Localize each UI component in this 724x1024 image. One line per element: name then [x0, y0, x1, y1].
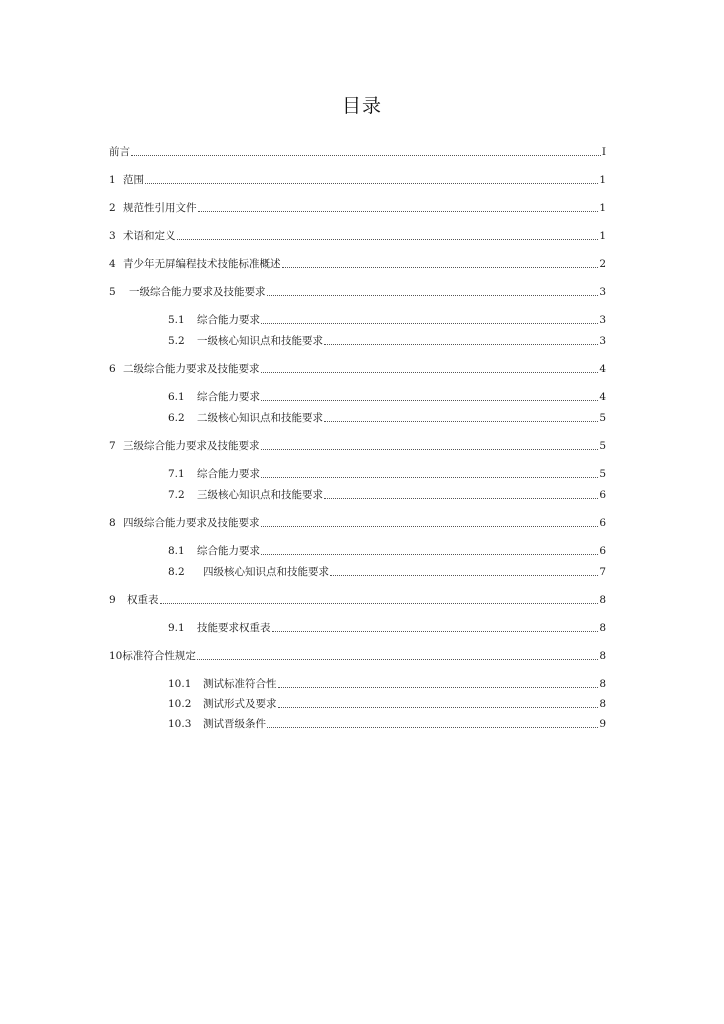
toc-entry-label: 测试晋级条件 — [203, 718, 266, 730]
toc-entry-number: 6.2 — [168, 412, 185, 424]
toc-leader-dots — [261, 400, 598, 401]
toc-entry-label: 标准符合性规定 — [122, 650, 196, 662]
toc-entry[interactable] — [109, 257, 606, 271]
toc-entry[interactable] — [168, 544, 606, 558]
toc-leader-dots — [324, 421, 598, 422]
toc-entry[interactable] — [168, 697, 606, 711]
toc-entry[interactable] — [109, 285, 606, 299]
toc-entry-number: 5.1 — [168, 314, 185, 326]
toc-entry-page: 4 — [599, 391, 606, 403]
toc-entry-label: 二级综合能力要求及技能要求 — [123, 363, 260, 375]
toc-entry-number: 8 — [109, 517, 116, 529]
toc-entry-page: 7 — [599, 566, 606, 578]
toc-entry-label: 权重表 — [127, 594, 159, 606]
toc-entry-label: 范围 — [123, 174, 144, 186]
toc-entry-number: 10.2 — [168, 698, 192, 710]
toc-entry-label: 技能要求权重表 — [197, 622, 271, 634]
toc-entry-number: 2 — [109, 202, 116, 214]
toc-leader-dots — [267, 727, 598, 728]
toc-leader-dots — [282, 267, 599, 268]
toc-leader-dots — [261, 554, 598, 555]
toc-entry-number: 10.3 — [168, 718, 192, 730]
toc-entry-page: 8 — [599, 622, 606, 634]
toc-leader-dots — [261, 477, 598, 478]
toc-entry-number: 7.1 — [168, 468, 185, 480]
toc-entry-page: 5 — [599, 440, 606, 452]
toc-leader-dots — [278, 707, 599, 708]
toc-entry-label: 四级综合能力要求及技能要求 — [123, 517, 260, 529]
toc-entry-number: 8.1 — [168, 545, 185, 557]
toc-entry-label: 青少年无屏编程技术技能标准概述 — [123, 258, 281, 270]
toc-entry-page: 3 — [599, 314, 606, 326]
toc-entry[interactable] — [109, 439, 606, 453]
toc-entry[interactable] — [168, 313, 606, 327]
toc-entry[interactable] — [168, 390, 606, 404]
toc-entry-page: 9 — [599, 718, 606, 730]
toc-entry-label: 三级综合能力要求及技能要求 — [123, 440, 260, 452]
toc-entry[interactable] — [109, 201, 606, 215]
toc-entry-label: 综合能力要求 — [197, 314, 260, 326]
toc-entry[interactable] — [109, 516, 606, 530]
toc-entry-page: 1 — [599, 230, 606, 242]
toc-leader-dots — [197, 659, 598, 660]
toc-leader-dots — [261, 526, 599, 527]
toc-entry-page: 4 — [599, 363, 606, 375]
toc-entry-label: 综合能力要求 — [197, 391, 260, 403]
toc-entry[interactable] — [109, 173, 606, 187]
toc-entry-number: 6 — [109, 363, 116, 375]
toc-entry-page: 1 — [599, 174, 606, 186]
toc-leader-dots — [272, 631, 599, 632]
toc-entry[interactable] — [109, 649, 606, 663]
toc-entry-label: 前言 — [109, 146, 130, 158]
toc-entry-number: 1 — [109, 174, 116, 186]
toc-entry-number: 3 — [109, 230, 116, 242]
toc-entry-number: 7.2 — [168, 489, 185, 501]
toc-entry-page: 2 — [599, 258, 606, 270]
toc-entry-page: I — [601, 146, 606, 158]
toc-leader-dots — [324, 498, 598, 499]
toc-entry[interactable] — [168, 411, 606, 425]
toc-entry-number: 5 — [109, 286, 116, 298]
toc-leader-dots — [278, 687, 599, 688]
toc-leader-dots — [324, 344, 598, 345]
toc-entry-label: 综合能力要求 — [197, 468, 260, 480]
toc-entry-label: 一级核心知识点和技能要求 — [197, 335, 323, 347]
toc-entry-page: 6 — [599, 517, 606, 529]
toc-entry-number: 5.2 — [168, 335, 185, 347]
toc-entry[interactable] — [109, 362, 606, 376]
toc-entry-page: 1 — [599, 202, 606, 214]
toc-entry[interactable] — [168, 717, 606, 731]
toc-entry-number: 10.1 — [168, 678, 192, 690]
toc-entry-number: 9 — [109, 594, 116, 606]
toc-entry-label: 测试形式及要求 — [203, 698, 277, 710]
toc-entry[interactable] — [168, 488, 606, 502]
toc-leader-dots — [177, 239, 599, 240]
toc-entry-label: 二级核心知识点和技能要求 — [197, 412, 323, 424]
toc-entry-label: 术语和定义 — [123, 230, 176, 242]
toc-entry-page: 3 — [599, 286, 606, 298]
toc-entry-page: 8 — [599, 678, 606, 690]
toc-entry[interactable] — [109, 145, 606, 159]
toc-entry-number: 7 — [109, 440, 116, 452]
toc-entry-label: 三级核心知识点和技能要求 — [197, 489, 323, 501]
toc-leader-dots — [131, 155, 601, 156]
toc-entry-number: 4 — [109, 258, 116, 270]
toc-leader-dots — [145, 183, 598, 184]
toc-entry-label: 测试标准符合性 — [203, 678, 277, 690]
toc-leader-dots — [261, 372, 599, 373]
toc-entry-page: 8 — [599, 698, 606, 710]
toc-entry-number: 6.1 — [168, 391, 185, 403]
toc-entry[interactable] — [168, 334, 606, 348]
toc-entry-page: 6 — [599, 545, 606, 557]
toc-entry[interactable] — [168, 621, 606, 635]
toc-leader-dots — [261, 449, 599, 450]
toc-entry-page: 6 — [599, 489, 606, 501]
toc-leader-dots — [330, 575, 598, 576]
toc-leader-dots — [261, 323, 598, 324]
page-title: 目录 — [341, 95, 382, 117]
toc-entry-page: 3 — [599, 335, 606, 347]
toc-entry[interactable] — [168, 565, 606, 579]
toc-entry-page: 5 — [599, 412, 606, 424]
toc-leader-dots — [267, 295, 599, 296]
toc-entry-label: 一级综合能力要求及技能要求 — [129, 286, 266, 298]
toc-leader-dots — [160, 603, 599, 604]
toc-leader-dots — [198, 211, 599, 212]
toc-entry-number: 10 — [109, 650, 123, 662]
toc-entry-label: 综合能力要求 — [197, 545, 260, 557]
toc-entry-label: 规范性引用文件 — [123, 202, 197, 214]
toc-entry[interactable] — [168, 677, 606, 691]
toc-entry-page: 8 — [599, 594, 606, 606]
toc-entry[interactable] — [109, 593, 606, 607]
toc-entry[interactable] — [168, 467, 606, 481]
toc-entry[interactable] — [109, 229, 606, 243]
toc-entry-number: 9.1 — [168, 622, 185, 634]
toc-entry-page: 8 — [599, 650, 606, 662]
toc-entry-page: 5 — [599, 468, 606, 480]
toc-entry-label: 四级核心知识点和技能要求 — [203, 566, 329, 578]
toc-entry-number: 8.2 — [168, 566, 185, 578]
